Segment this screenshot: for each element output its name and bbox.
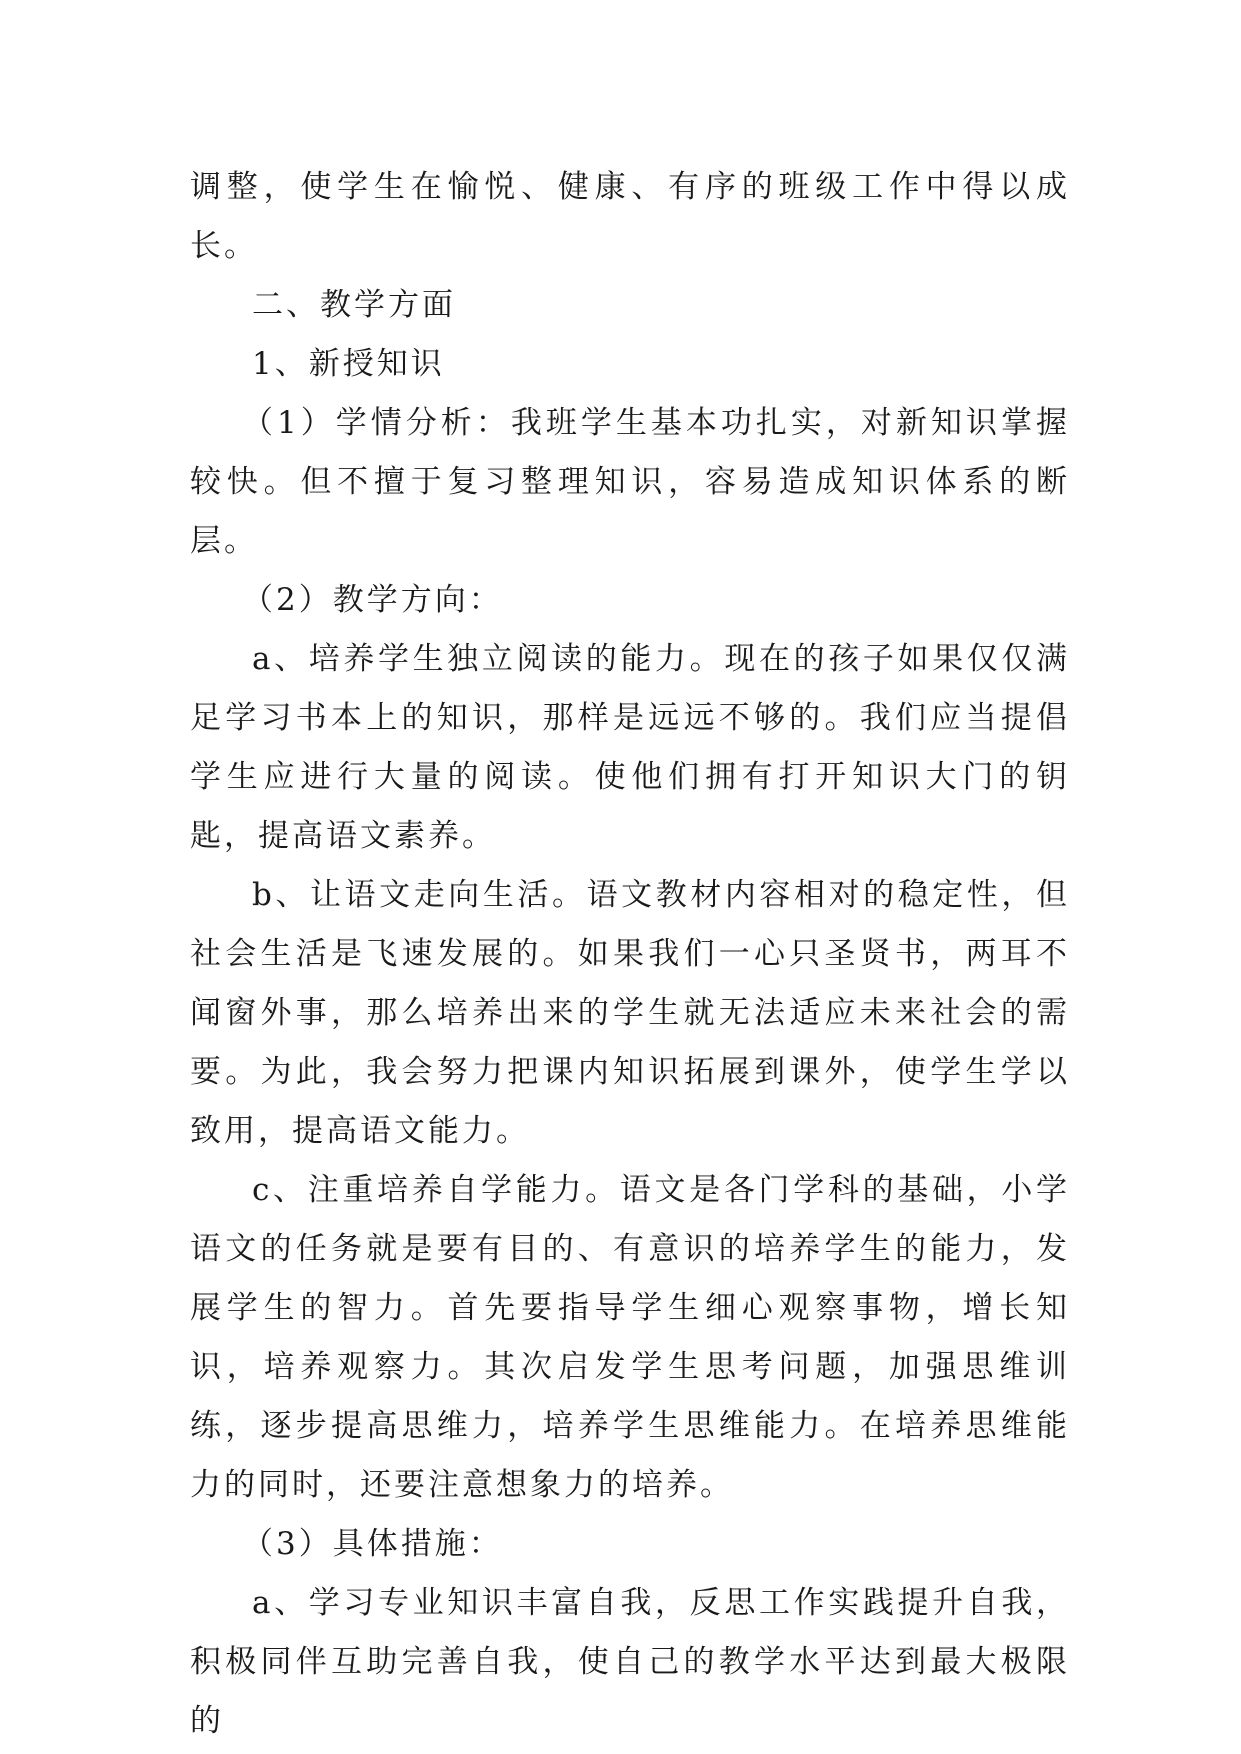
paragraph-class-work-continued: 调整，使学生在愉悦、健康、有序的班级工作中得以成长。: [190, 169, 1070, 264]
paragraph-reading-ability: a、培养学生独立阅读的能力。现在的孩子如果仅仅满足学习书本上的知识，那样是远远不够的。我们应当提倡学生应进行大量的阅读。使他们拥有打开知识大门的钥匙，提高语文素养。: [190, 641, 1070, 854]
paragraph-student-analysis: （1）学情分析：我班学生基本功扎实，对新知识掌握较快。但不擅于复习整理知识，容易造成知识体系的断层。: [190, 405, 1070, 559]
document-body: [190, 158, 1070, 1751]
subheading-new-knowledge: 1、新授知识: [252, 346, 445, 382]
subheading-specific-measures: （3）具体措施：: [242, 1526, 503, 1562]
subheading-teaching-direction: （2）教学方向：: [242, 582, 503, 618]
paragraph-language-life: b、让语文走向生活。语文教材内容相对的稳定性，但社会生活是飞速发展的。如果我们一心只圣贤书，两耳不闻窗外事，那么培养出来的学生就无法适应未来社会的需要。为此，我会努力把课内知识拓展到课外，使学生学以致用，提高语文能力。: [190, 877, 1070, 1149]
paragraph-self-study: c、注重培养自学能力。语文是各门学科的基础，小学语文的任务就是要有目的、有意识的培养学生的能力，发展学生的智力。首先要指导学生细心观察事物，增长知识，培养观察力。其次启发学生思考问题，加强思维训练，逐步提高思维力，培养学生思维能力。在培养思维能力的同时，还要注意想象力的培养。: [190, 1172, 1070, 1503]
paragraph-self-improvement: a、学习专业知识丰富自我，反思工作实践提升自我，积极同伴互助完善自我，使自己的教学水平达到最大极限的: [190, 1585, 1070, 1739]
heading-teaching: 二、教学方面: [252, 287, 456, 323]
